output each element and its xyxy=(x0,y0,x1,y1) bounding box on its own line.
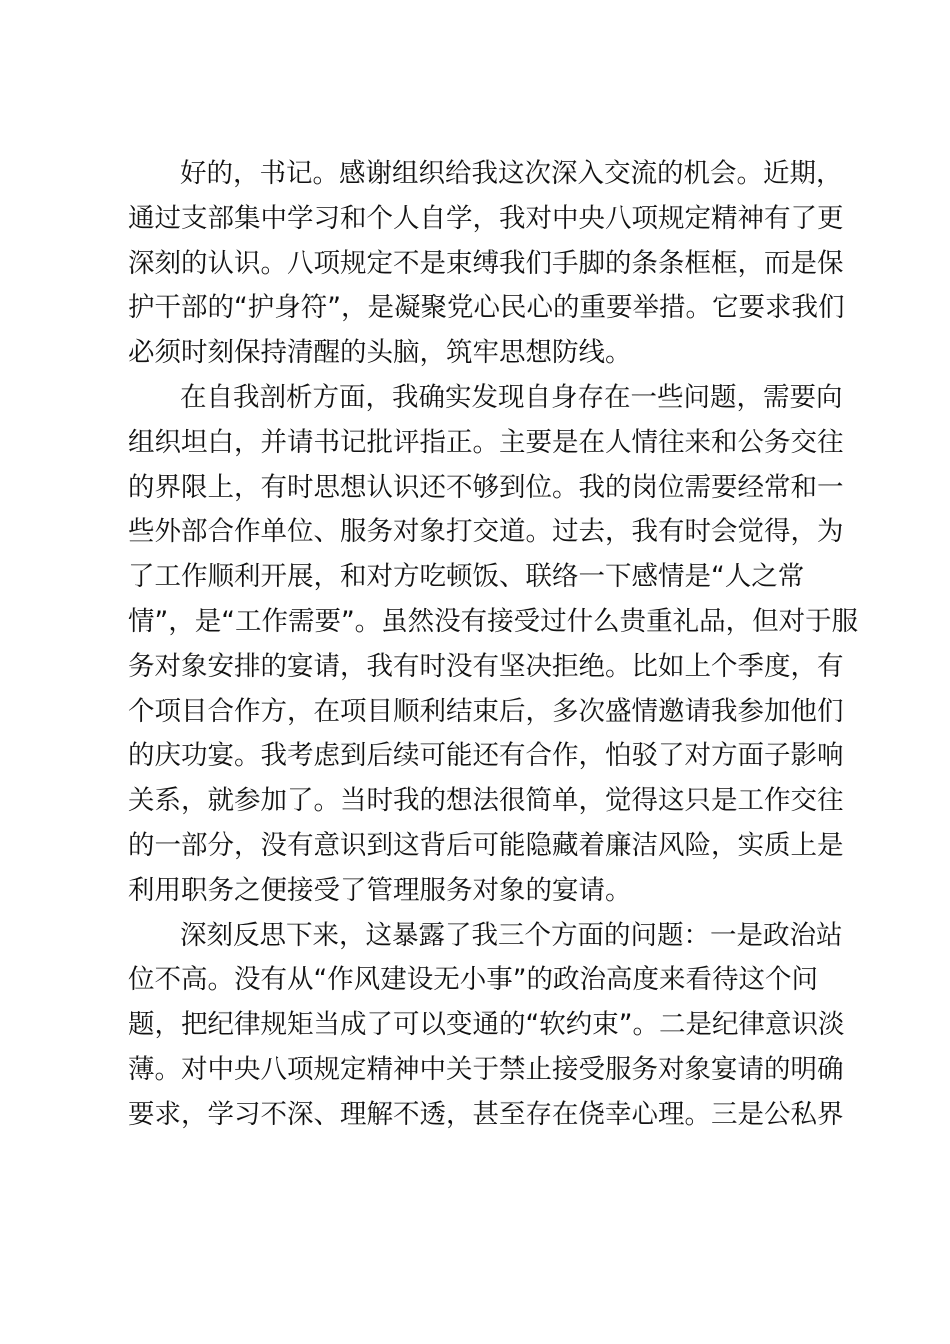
paragraph-3-line-1: 深刻反思下来，这暴露了我三个方面的问题：一是政治站 xyxy=(180,919,843,951)
paragraph-2-line-4: 些外部合作单位、服务对象打交道。过去，我有时会觉得，为 xyxy=(128,516,844,548)
paragraph-2-line-12: 利用职务之便接受了管理服务对象的宴请。 xyxy=(128,874,632,906)
paragraph-3-line-4: 薄。对中央八项规定精神中关于禁止接受服务对象宴请的明确 xyxy=(128,1053,844,1085)
paragraph-3-line-3: 题，把纪律规矩当成了可以变通的“软约束”。二是纪律意识淡 xyxy=(128,1009,845,1041)
paragraph-2-line-5: 了工作顺利开展，和对方吃顿饭、联络一下感情是“人之常 xyxy=(128,561,805,593)
paragraph-3-line-2: 位不高。没有从“作风建设无小事”的政治高度来看待这个问 xyxy=(128,964,818,996)
paragraph-1-line-3: 深刻的认识。八项规定不是束缚我们手脚的条条框框，而是保 xyxy=(128,247,844,279)
document-body xyxy=(128,152,859,1138)
paragraph-2-line-6: 情”，是“工作需要”。虽然没有接受过什么贵重礼品，但对于服 xyxy=(128,605,859,637)
paragraph-1-line-2: 通过支部集中学习和个人自学，我对中央八项规定精神有了更 xyxy=(128,202,844,234)
paragraph-2-line-1: 在自我剖析方面，我确实发现自身存在一些问题，需要向 xyxy=(180,381,843,413)
paragraph-1-line-4: 护干部的“护身符”，是凝聚党心民心的重要举措。它要求我们 xyxy=(128,292,845,324)
paragraph-2-line-7: 务对象安排的宴请，我有时没有坚决拒绝。比如上个季度，有 xyxy=(128,650,844,682)
paragraph-2-line-2: 组织坦白，并请书记批评指正。主要是在人情往来和公务交往 xyxy=(128,426,844,458)
paragraph-3-line-5: 要求，学习不深、理解不透，甚至存在侥幸心理。三是公私界 xyxy=(128,1098,844,1130)
paragraph-2-line-9: 的庆功宴。我考虑到后续可能还有合作，怕驳了对方面子影响 xyxy=(128,740,844,772)
paragraph-2-line-3: 的界限上，有时思想认识还不够到位。我的岗位需要经常和一 xyxy=(128,471,844,503)
paragraph-2-line-8: 个项目合作方，在项目顺利结束后，多次盛情邀请我参加他们 xyxy=(128,695,844,727)
paragraph-1-line-1: 好的，书记。感谢组织给我这次深入交流的机会。近期， xyxy=(180,158,843,189)
paragraph-2-line-10: 关系，就参加了。当时我的想法很简单，觉得这只是工作交往 xyxy=(128,785,844,817)
paragraph-2-line-11: 的一部分，没有意识到这背后可能隐藏着廉洁风险，实质上是 xyxy=(128,829,844,861)
paragraph-1-line-5: 必须时刻保持清醒的头脑，筑牢思想防线。 xyxy=(128,337,632,369)
